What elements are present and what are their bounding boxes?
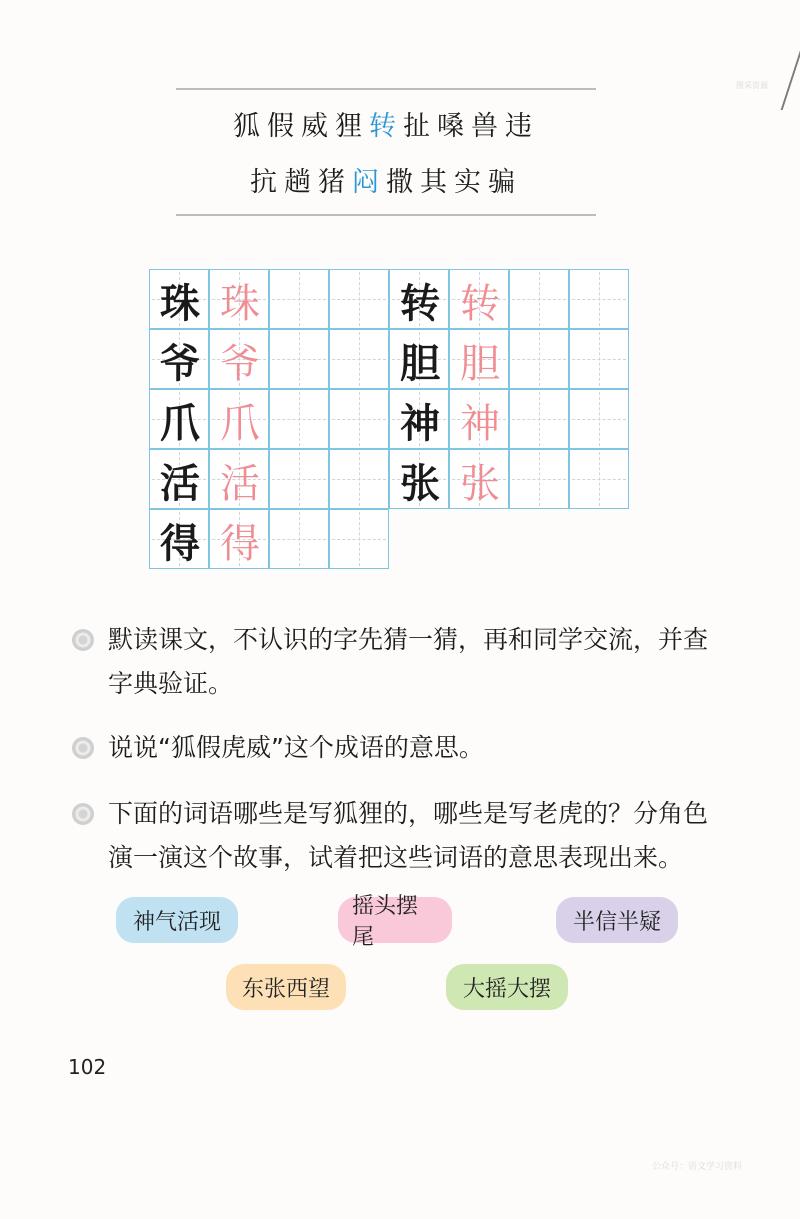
grid-cell-empty [329, 269, 389, 329]
top-rule [176, 88, 596, 90]
recognition-char: 违 [505, 111, 539, 142]
grid-cell-model [389, 269, 449, 329]
question-3 [72, 792, 722, 880]
grid-cell-empty [569, 449, 629, 509]
trace-character: 爪 [220, 400, 260, 447]
grid-cell-empty [509, 329, 569, 389]
bottom-rule [176, 214, 596, 216]
grid-cell-model [389, 329, 449, 389]
recognition-line-2 [176, 160, 596, 199]
grid-cell-trace [449, 449, 509, 509]
phrase-tag: 东张西望 [226, 964, 346, 1010]
grid-cell-model [389, 449, 449, 509]
grid-cell-trace [209, 329, 269, 389]
watermark-top: 图采资源 [736, 81, 768, 90]
model-character: 转 [400, 280, 440, 327]
grid-cell-empty [329, 449, 389, 509]
page-number: 102 [68, 1055, 107, 1079]
model-character: 爷 [160, 340, 200, 387]
grid-cell-empty [569, 329, 629, 389]
recognition-char: 闷 [352, 167, 386, 198]
recognition-char: 其 [420, 167, 454, 198]
phrase-tag: 半信半疑 [556, 897, 678, 943]
grid-cell-empty [509, 269, 569, 329]
grid-cell-trace [209, 269, 269, 329]
trace-character: 胆 [460, 340, 500, 387]
question-text: 默读课文，不认识的字先猜一猜，再和同学交流，并查字典验证。 [108, 625, 709, 698]
grid-cell-model [149, 389, 209, 449]
question-2 [72, 726, 722, 770]
model-character: 活 [160, 460, 200, 507]
recognition-char: 威 [301, 111, 335, 142]
phrase-tag: 摇头摆尾 [338, 897, 452, 943]
grid-cell-model [389, 389, 449, 449]
grid-cell-trace [449, 269, 509, 329]
recognition-characters [176, 88, 596, 216]
recognition-char: 猪 [318, 167, 352, 198]
recognition-char: 狐 [233, 111, 267, 142]
recognition-line-1 [176, 104, 596, 143]
disc-bullet-icon [72, 803, 94, 825]
grid-cell-empty [329, 389, 389, 449]
trace-character: 神 [460, 400, 500, 447]
grid-cell-trace [209, 509, 269, 569]
disc-bullet-icon [72, 737, 94, 759]
recognition-char: 转 [369, 111, 403, 142]
model-character: 胆 [400, 340, 440, 387]
grid-cell-empty [569, 269, 629, 329]
trace-character: 转 [460, 280, 500, 327]
model-character: 神 [400, 400, 440, 447]
grid-cell-empty [509, 389, 569, 449]
trace-character: 张 [460, 460, 500, 507]
trace-character: 活 [220, 460, 260, 507]
trace-character: 爷 [220, 340, 260, 387]
grid-cell-trace [209, 449, 269, 509]
model-character: 得 [160, 520, 200, 567]
grid-cell-model [149, 449, 209, 509]
trace-character: 得 [220, 520, 260, 567]
page-edge-mark [775, 40, 800, 110]
recognition-char: 嗓 [437, 111, 471, 142]
grid-cell-trace [449, 329, 509, 389]
phrase-tag: 神气活现 [116, 897, 238, 943]
grid-cell-empty [329, 329, 389, 389]
recognition-char: 狸 [335, 111, 369, 142]
grid-cell-empty [569, 389, 629, 449]
grid-cell-empty [269, 389, 329, 449]
grid-cell-model [149, 269, 209, 329]
grid-cell-empty [269, 269, 329, 329]
question-text: 下面的词语哪些是写狐狸的，哪些是写老虎的？分角色演一演这个故事，试着把这些词语的意思表现出来。 [108, 799, 709, 872]
recognition-char: 抗 [250, 167, 284, 198]
recognition-char: 兽 [471, 111, 505, 142]
recognition-char: 假 [267, 111, 301, 142]
model-character: 张 [400, 460, 440, 507]
model-character: 珠 [160, 280, 200, 327]
recognition-char: 趟 [284, 167, 318, 198]
grid-cell-empty [509, 449, 569, 509]
watermark-bottom: 公众号：语文学习资料 [652, 1162, 743, 1172]
recognition-char: 撒 [386, 167, 420, 198]
grid-cell-empty [269, 509, 329, 569]
trace-character: 珠 [220, 280, 260, 327]
grid-cell-trace [449, 389, 509, 449]
grid-cell-model [149, 329, 209, 389]
recognition-char: 实 [454, 167, 488, 198]
grid-cell-trace [209, 389, 269, 449]
grid-cell-model [149, 509, 209, 569]
model-character: 爪 [160, 400, 200, 447]
recognition-char: 扯 [403, 111, 437, 142]
grid-cell-empty [269, 329, 329, 389]
question-text: 说说“狐假虎威”这个成语的意思。 [108, 733, 484, 762]
recognition-char: 骗 [488, 167, 522, 198]
question-1 [72, 618, 722, 706]
grid-cell-empty [269, 449, 329, 509]
phrase-tag: 大摇大摆 [446, 964, 568, 1010]
grid-cell-empty [329, 509, 389, 569]
disc-bullet-icon [72, 629, 94, 651]
